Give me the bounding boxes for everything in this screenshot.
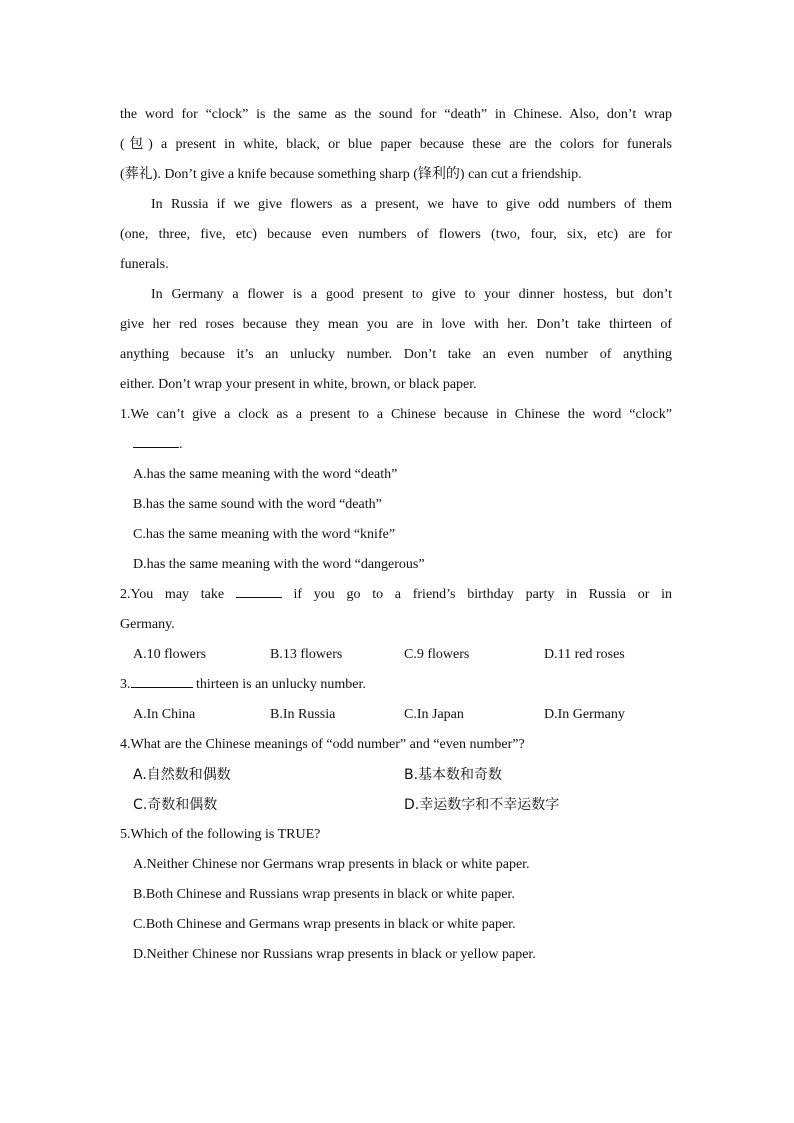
passage-p1-line-3: (葬礼). Don’t give a knife because something sharp (锋利的) can cut a friendship.: [120, 167, 582, 182]
q1-option-c: C.has the same meaning with the word “knife”: [133, 527, 396, 542]
q1-answer-blank[interactable]: [133, 431, 179, 448]
q1-stem-end: .: [179, 437, 183, 452]
q2-stem-rest: if you go to a friend’s birthday party in Russia or in: [293, 587, 672, 602]
passage-p1-line-1: the word for “clock” is the same as the sound for “death” in Chinese. Also, don’t wrap: [120, 107, 672, 122]
q4-stem: 4.What are the Chinese meanings of “odd number” and “even number”?: [120, 737, 525, 752]
passage-p3-line-1: In Germany a flower is a good present to give to your dinner hostess, but don’t: [151, 287, 672, 302]
q2-stem-end: Germany.: [120, 617, 175, 632]
q4-option-b: B.基本数和奇数: [404, 767, 503, 783]
q5-option-b: B.Both Chinese and Russians wrap presents in black or white paper.: [133, 887, 515, 902]
passage-p2-line-3: funerals.: [120, 257, 169, 272]
q5-option-c: C.Both Chinese and Germans wrap presents in black or white paper.: [133, 917, 516, 932]
passage-p3-line-2: give her red roses because they mean you are in love with her. Don’t take thirteen of: [120, 317, 672, 332]
q2-option-b: B.13 flowers: [270, 647, 343, 662]
q2-option-a: A.10 flowers: [133, 647, 207, 662]
q1-option-b: B.has the same sound with the word “death”: [133, 497, 382, 512]
q4-options-row-2: [120, 790, 672, 820]
passage-p3-line-3: anything because it’s an unlucky number. Don’t take an even number of anything: [120, 347, 672, 362]
document-content: [120, 100, 672, 970]
passage-p3-line-4: either. Don’t wrap your present in white, brown, or black paper.: [120, 377, 477, 392]
q5-stem: 5.Which of the following is TRUE?: [120, 827, 321, 842]
q3-option-a: A.In China: [133, 707, 196, 722]
q5-option-d: D.Neither Chinese nor Russians wrap presents in black or yellow paper.: [133, 947, 536, 962]
q2-option-d: D.11 red roses: [544, 647, 625, 662]
passage-p1-line-2: (包) a present in white, black, or blue paper because these are the colors for funerals: [120, 137, 672, 152]
q3-option-d: D.In Germany: [544, 707, 625, 722]
q2-stem-start: 2.You may take: [120, 587, 225, 602]
q4-option-c: C.奇数和偶数: [133, 797, 218, 813]
q1-stem: 1.We can’t give a clock as a present to a Chinese because in Chinese the word “clock”: [120, 407, 672, 422]
q5-option-a: A.Neither Chinese nor Germans wrap presents in black or white paper.: [133, 857, 530, 872]
q1-stem-blank-line: [120, 430, 672, 460]
q2-answer-blank[interactable]: [236, 581, 282, 598]
q3-stem-start: 3.: [120, 677, 131, 692]
q3-answer-blank[interactable]: [131, 671, 193, 688]
passage-p2-line-2: (one, three, five, etc) because even numbers of flowers (two, four, six, etc) are for: [120, 227, 672, 242]
q3-option-c: C.In Japan: [404, 707, 464, 722]
q3-option-b: B.In Russia: [270, 707, 336, 722]
q2-options: [120, 640, 672, 670]
q4-options-row-1: [120, 760, 672, 790]
q3-options: [120, 700, 672, 730]
q3-stem-rest: thirteen is an unlucky number.: [192, 677, 366, 692]
q2-option-c: C.9 flowers: [404, 647, 470, 662]
q2-stem: [120, 580, 672, 610]
passage-p2-line-1: In Russia if we give flowers as a present, we have to give odd numbers of them: [151, 197, 672, 212]
q1-option-a: A.has the same meaning with the word “death”: [133, 467, 398, 482]
q1-option-d: D.has the same meaning with the word “dangerous”: [133, 557, 425, 572]
q4-option-d: D.幸运数字和不幸运数字: [404, 797, 560, 813]
q3-stem: [120, 670, 672, 700]
q4-option-a: A.自然数和偶数: [133, 767, 231, 783]
